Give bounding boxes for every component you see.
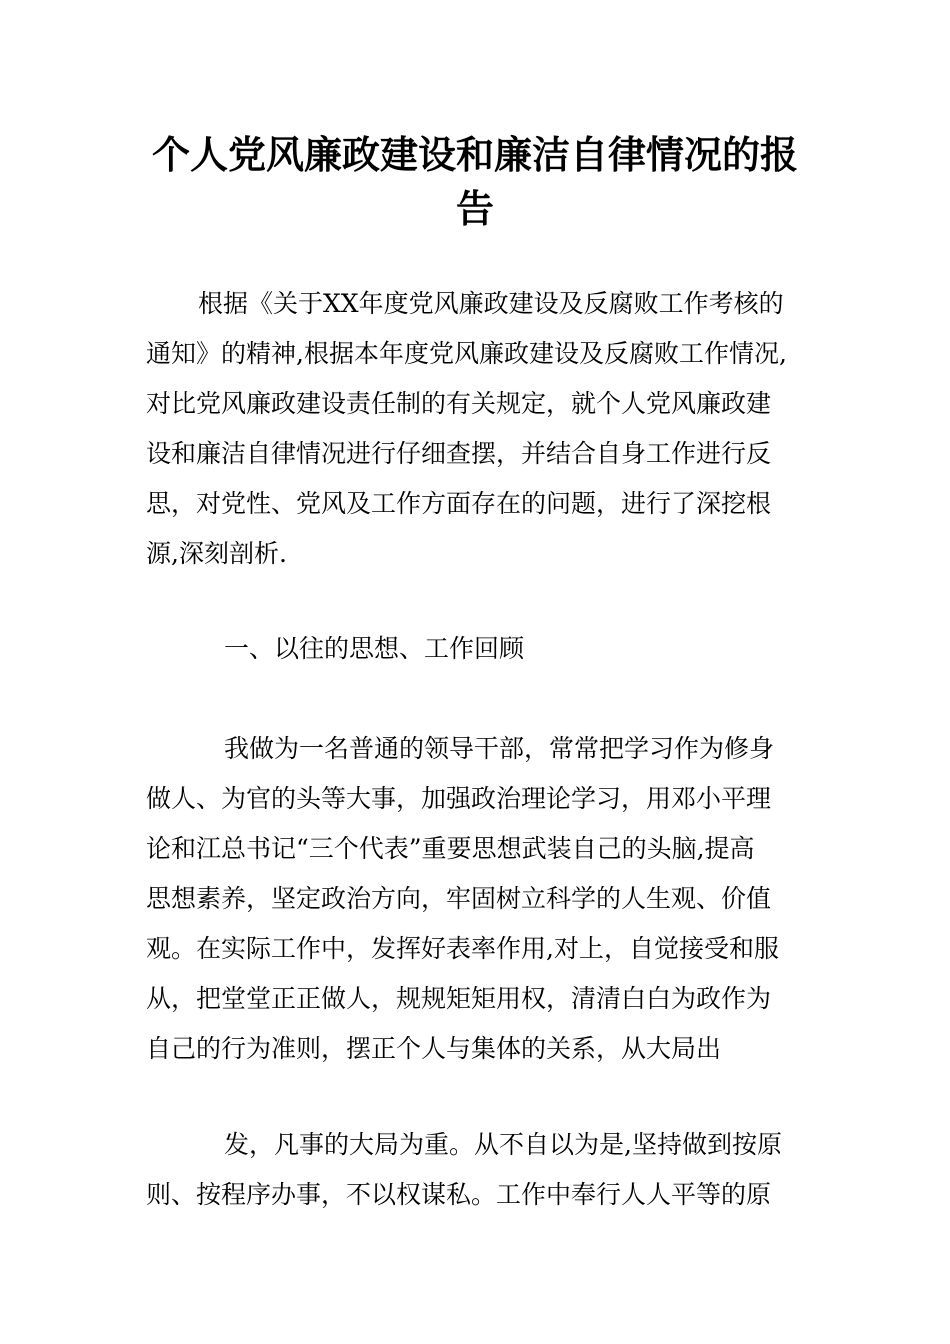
text-line: 自己的行为准则，摆正个人与集体的关系，从大局出: [146, 1034, 722, 1063]
body-paragraph: [146, 724, 816, 1074]
intro-paragraph: [146, 279, 816, 579]
text-line: 观。在实际工作中，发挥好表率作用,对上，自觉接受和服: [146, 934, 779, 963]
text-line: 设和廉洁自律情况进行仔细查摆，并结合自身工作进行反: [146, 439, 772, 468]
section-heading: [146, 624, 816, 674]
text-line: 根据《关于XX年度党风廉政建设及反腐败工作考核的: [198, 289, 784, 318]
text-line: 做人、为官的头等大事，加强政治理论学习，用邓小平理: [146, 784, 772, 813]
text-line: 发，凡事的大局为重。从不自以为是,坚持做到按原: [224, 1130, 782, 1159]
text-line: 则、按程序办事，不以权谋私。工作中奉行人人平等的原: [146, 1180, 772, 1209]
document-title: [130, 128, 820, 236]
text-line: 从，把堂堂正正做人，规规矩矩用权，清清白白为政作为: [146, 984, 772, 1013]
title-line: 告: [455, 186, 494, 231]
text-line: 对比党风廉政建设责任制的有关规定，就个人党风廉政建: [146, 389, 772, 418]
section-heading-text: 一、以往的思想、工作回顾: [224, 634, 525, 663]
text-line: 论和江总书记“三个代表”重要思想武装自己的头脑,提高: [146, 834, 755, 863]
text-line: 通知》的精神,根据本年度党风廉政建设及反腐败工作情况,: [146, 339, 787, 368]
body-paragraph: [146, 1120, 816, 1220]
text-line: 我做为一名普通的领导干部，常常把学习作为修身: [224, 734, 775, 763]
text-line: 源,深刻剖析.: [146, 539, 287, 568]
title-line: 个人党风廉政建设和廉洁自律情况的报: [151, 132, 798, 177]
text-line: 思，对党性、党风及工作方面存在的问题，进行了深挖根: [146, 489, 772, 518]
text-line: 思想素养，坚定政治方向，牢固树立科学的人生观、价值: [146, 884, 772, 913]
